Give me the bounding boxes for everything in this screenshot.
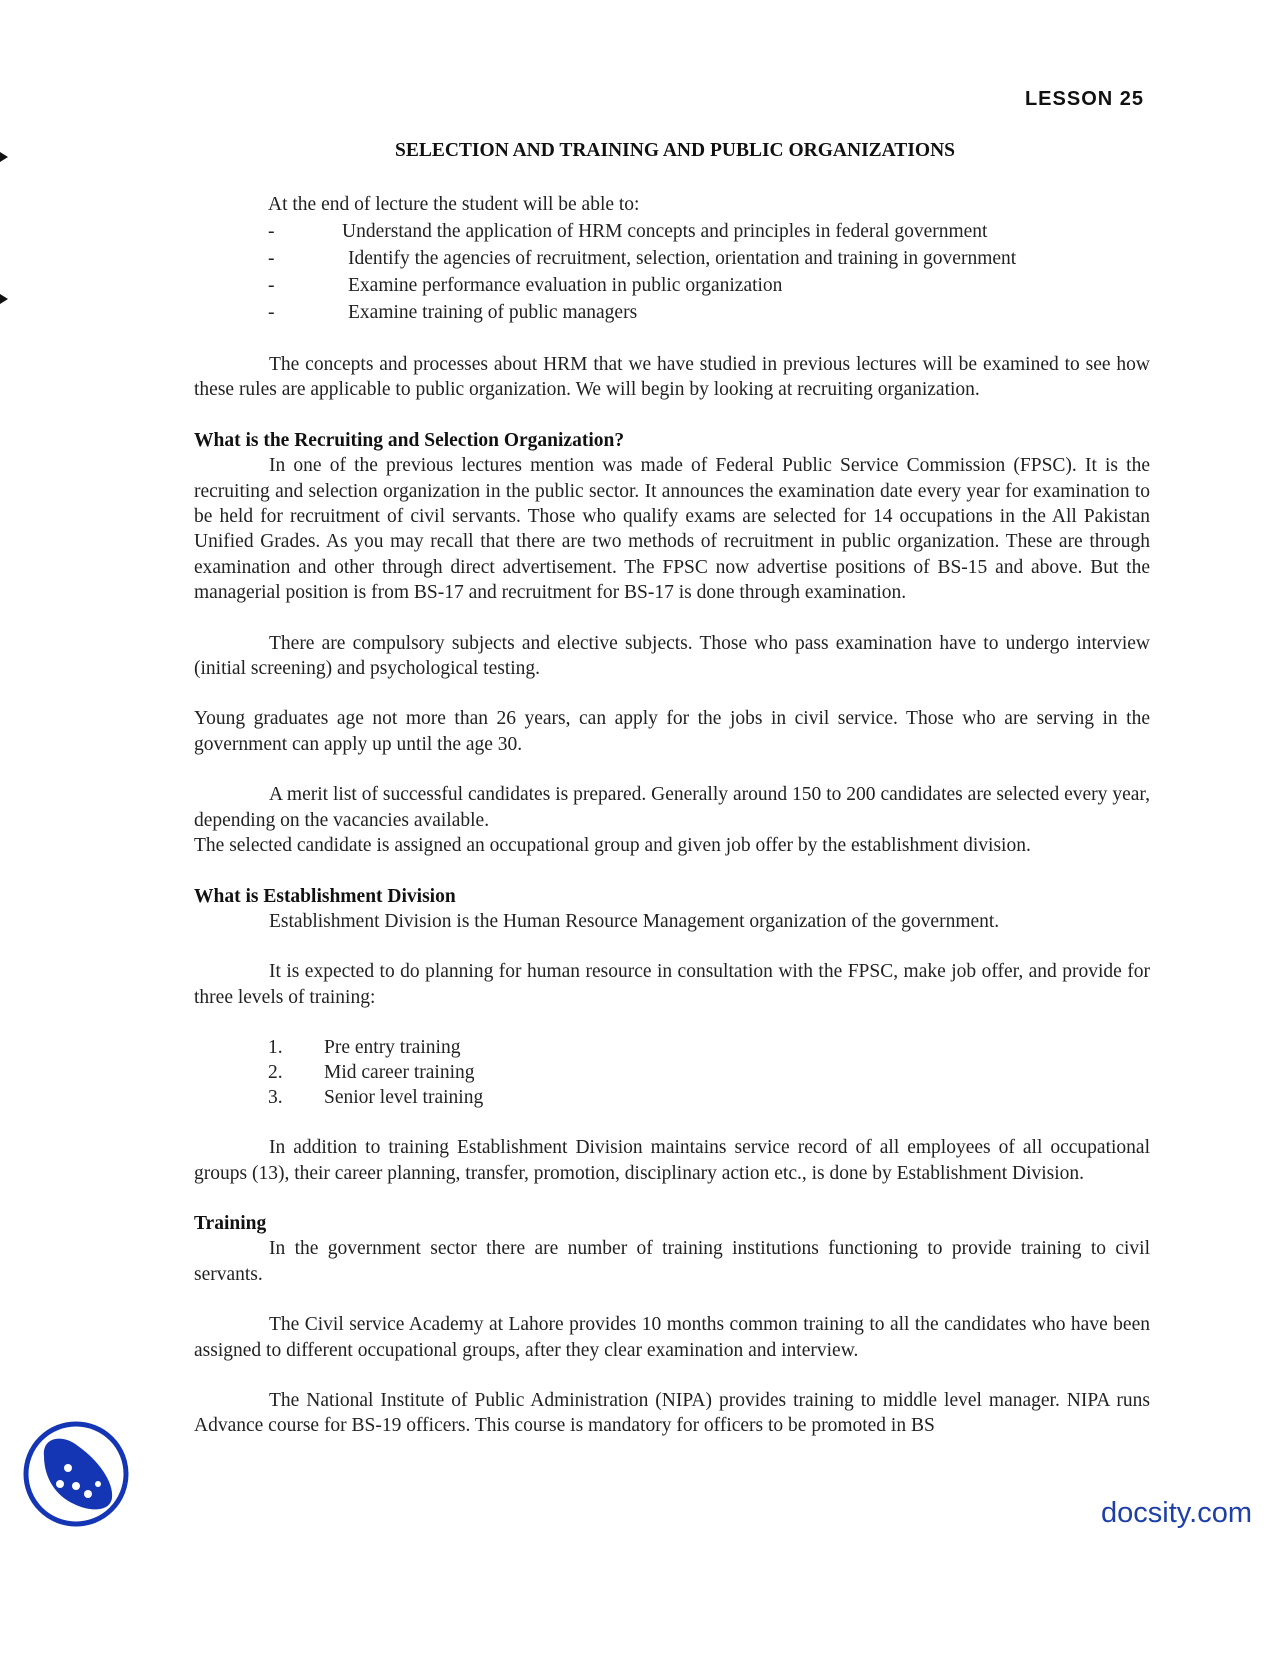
intro-line: At the end of lecture the student will be able to:: [268, 194, 640, 215]
paragraph-nipa: The National Institute of Public Administration (NIPA) provides training to middle level manager. NIPA runs Advance course for BS-19 officers. This course is mandatory for officers to be promoted in BS: [194, 1389, 1150, 1437]
paragraph-academy: The Civil service Academy at Lahore provides 10 months common training to all the candidates who have been assigned to different occupational groups, after they clear examination and interview.: [194, 1314, 1150, 1361]
docsity-watermark[interactable]: docsity.com: [1101, 1497, 1252, 1529]
paragraph-establishment-1: Establishment Division is the Human Resource Management organization of the government.: [269, 910, 1000, 932]
list-item: 1. Pre entry training: [268, 1037, 461, 1059]
objectives-list: [268, 218, 1168, 326]
heading-recruiting: What is the Recruiting and Selection Organization?: [194, 429, 625, 451]
heading-establishment: What is Establishment Division: [194, 885, 456, 907]
paragraph-establishment-2: It is expected to do planning for human resource in consultation with the FPSC, make job offer, and provide for three levels of training:: [194, 961, 1150, 1008]
list-item: 3. Senior level training: [268, 1087, 484, 1109]
lesson-number: LESSON 25: [1024, 88, 1144, 110]
training-levels-list: [194, 1035, 1150, 1110]
paragraph-records: In addition to training Establishment Division maintains service record of all employees of all occupational groups (13), their career planning, transfer, promotion, disciplinary action etc., is done by Establishment Division.: [194, 1137, 1150, 1184]
paragraph-training: In the government sector there are number of training institutions functioning to provide training to civil servants.: [194, 1238, 1150, 1285]
paragraph-intro: The concepts and processes about HRM that we have studied in previous lectures will be examined to see how these rules are applicable to public organization. We will begin by looking at recruiting organization.: [194, 354, 1150, 401]
docsity-logo-icon: [22, 1420, 130, 1528]
margin-arrow-icon: [0, 294, 8, 304]
list-item: - Identify the agencies of recruitment, selection, orientation and training in government: [268, 248, 1017, 269]
page-title: SELECTION AND TRAINING AND PUBLIC ORGANIZATIONS: [394, 140, 955, 161]
paragraph-age: Young graduates age not more than 26 years, can apply for the jobs in civil service. Those who are serving in the government can apply up until the age 30.: [194, 708, 1150, 755]
list-item: 2. Mid career training: [268, 1062, 475, 1084]
body-text: [194, 352, 1150, 1439]
paragraph-merit: A merit list of successful candidates is prepared. Generally around 150 to 200 candidates are selected every year, depending on the vacancies available.: [194, 784, 1150, 831]
paragraph-subjects: There are compulsory subjects and elective subjects. Those who pass examination have to undergo interview (initial screening) and psychological testing.: [194, 632, 1150, 680]
list-item: - Understand the application of HRM concepts and principles in federal government: [268, 221, 988, 242]
heading-training: Training: [194, 1212, 267, 1234]
paragraph-fpsc: In one of the previous lectures mention was made of Federal Public Service Commission (FPSC). It is the recruiting and selection organization in the public sector. It announces the examination date every year for examination to be held for recruitment of civil servants. Those who qualify exams are selected for 14 occupations in the All Pakistan Unified Grades. As you may recall that there are two methods of recruitment in public organization. These are through examination and other through direct advertisement. The FPSC now advertise positions of BS-15 and above. But the managerial position is from BS-17 and recruitment for BS-17 is done through examination.: [194, 455, 1150, 604]
margin-arrow-icon: [0, 152, 8, 162]
list-item: - Examine performance evaluation in public organization: [268, 275, 783, 296]
list-item: - Examine training of public managers: [268, 302, 638, 323]
paragraph-assigned: The selected candidate is assigned an occupational group and given job offer by the establishment division.: [194, 835, 1031, 857]
